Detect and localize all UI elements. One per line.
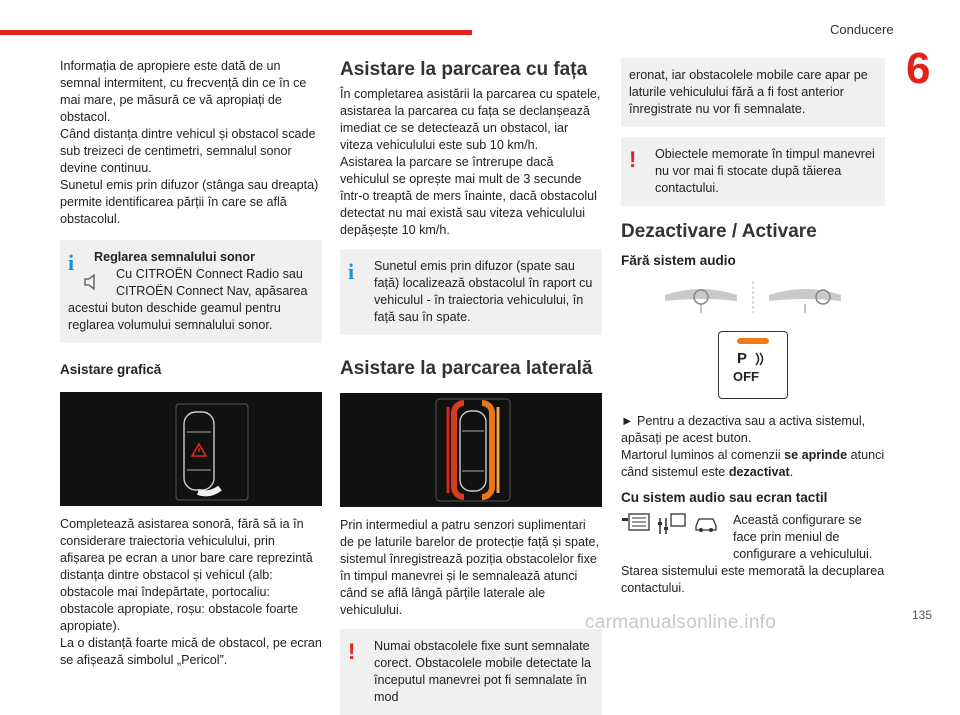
dashboard-right-icon [765,277,845,317]
indicator-light [737,338,769,344]
paragraph: Completează asistarea sonoră, fără să ia în considerare traiectoria vehiculului, prin afișarea pe ecran a unor bare care reprezintă distanța dintre obstacol și vehicul (alb: obstacole mai îndepărtate, portocaliu: obstacole apropiate, roșu: obstacole foarte apropiate). [60,517,313,633]
column-2 [340,58,602,715]
column-1 [60,58,322,669]
warning-box-memory [621,137,885,206]
paragraph: Starea sistemului este memorată la decuplarea contactului. [621,564,885,595]
paragraph: Martorul luminos al comenzii se aprinde atunci când sistemul este dezactivat. [621,448,885,479]
side-parking-image [340,393,602,507]
warning-icon: ! [348,639,356,664]
section-heading: Asistare la parcarea laterală [340,358,593,379]
page-number: 135 [912,608,933,622]
box-text: eronat, iar obstacolele mobile care apar pe laturile vehiculului fără a fi fost anterior înregistrate nu vor fi semnalate. [629,68,868,116]
info-box-front [340,249,602,335]
subheading: Fără sistem audio [621,253,736,268]
info-box-sound [60,240,322,343]
info-box-text: Cu CITROËN Connect Radio sau CITROËN Connect Nav, apăsarea [116,267,308,298]
chapter-number: 6 [906,44,931,93]
settings-icon [657,512,687,538]
paragraph: ► Pentru a dezactiva sau a activa sistemul, apăsați pe acest buton. [621,414,866,445]
paragraph: La o distanță foarte mică de obstacol, pe ecran se afișează simbolul „Pericol”. [60,636,322,667]
section-heading: Dezactivare / Activare [621,221,817,242]
header-red-bar [0,30,472,35]
info-icon: i [68,250,75,275]
touchscreen-icon [621,512,651,534]
paragraph: Informația de apropiere este dată de un semnal intermitent, cu frecvență din ce în ce mai mare, pe măsură ce vă apropiați de obstacol. [60,59,307,124]
button-label-off: OFF [733,369,759,384]
warning-box-text: Obiectele memorate în timpul manevrei nu vor mai fi stocate după tăierea contactului. [655,147,875,195]
dashboard-diagram [621,277,885,329]
paragraph: În completarea asistării la parcarea cu spatele, asistarea la parcarea cu fața se declanșează imediat ce se detectează un obstacol, iar viteza vehiculului este sub 10 km/h. [340,87,601,152]
graphic-display-image [60,392,322,506]
car-icon [693,512,719,534]
paragraph: Prin intermediul a patru senzori suplimentari de pe laturile barelor de protecție față și spate, sistemul înregistrează poziția obstacolelor fixe în timpul manevrei și le semnalează atunci când se află lângă părțile laterale ale vehiculului. [340,518,600,617]
section-heading: Asistare la parcarea cu fața [340,59,588,80]
info-box-text: Sunetul emis prin difuzor (spate sau față) localizează obstacolul în raport cu vehiculul - în traiectoria vehiculului, în față sau în spate. [374,259,593,324]
warning-icon: ! [629,147,637,172]
info-box-text: acestui buton deschide geamul pentru reglarea volumului semnalului sonor. [68,301,281,332]
column-3 [621,58,885,597]
watermark: carmanualsonline.info [585,612,777,633]
warning-box-text: Numai obstacolele fixe sunt semnalate corect. Obstacolele mobile detectate la începutul manevrei pot fi semnalate în mod [374,639,592,704]
dashboard-left-icon [661,277,741,317]
paragraph: Asistarea la parcare se întrerupe dacă vehiculul se oprește mai mult de 3 secunde într-o treaptă de mers înainte, dacă obstacolul detectat nu mai există sau viteza vehiculului depășește 10 km/h. [340,155,597,237]
continued-box [621,58,885,127]
paragraph: Sunetul emis prin difuzor (stânga sau dreapta) permite identificarea părții în care se află obstacolul. [60,178,319,226]
subheading: Cu sistem audio sau ecran tactil [621,490,828,505]
warning-box-side [340,629,602,715]
info-icon: i [348,259,355,284]
info-box-title: Reglarea semnalului sonor [94,250,255,264]
park-assist-off-button[interactable] [718,331,788,399]
speaker-icon [68,266,116,300]
menu-icons [621,512,733,563]
divider [751,277,755,317]
button-label-p: P [737,350,748,367]
chapter-title: Conducere [830,22,894,37]
paragraph: Această configurare se face prin meniul de configurare a vehiculului. [733,513,873,561]
sensor-waves-icon [753,350,769,368]
paragraph: Când distanța dintre vehicul și obstacol scade sub treizeci de centimetri, semnalul sonor devine continuu. [60,127,316,175]
section-heading: Asistare grafică [60,362,162,377]
